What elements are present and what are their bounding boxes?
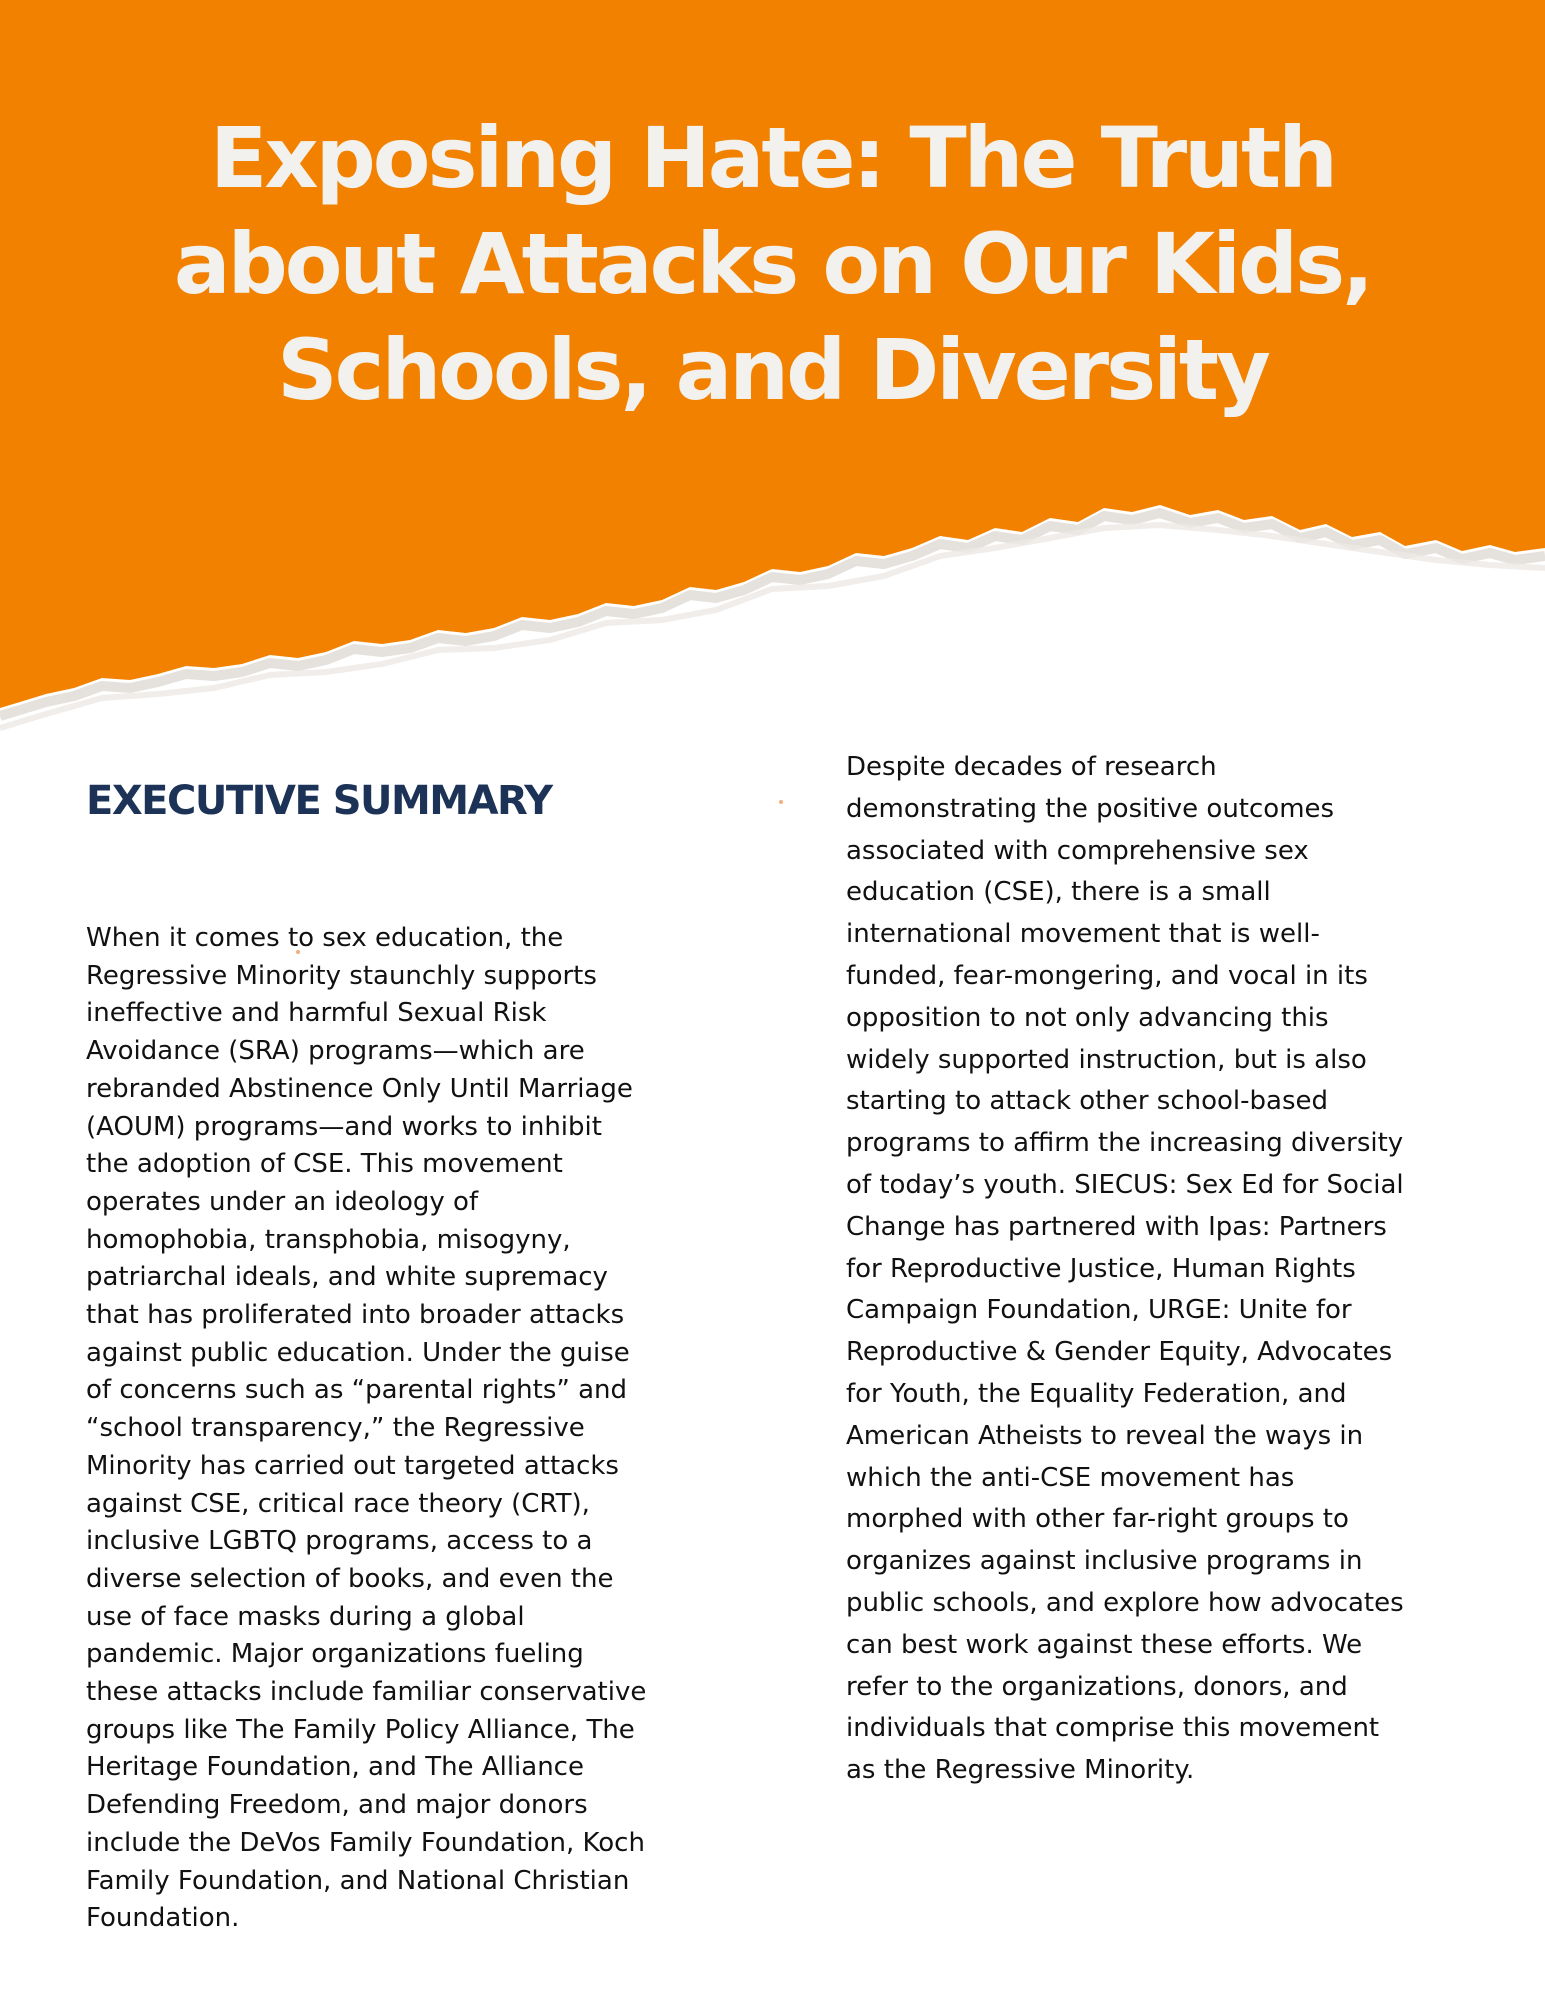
text-line: rebranded Abstinence Only Until Marriage bbox=[86, 1073, 633, 1104]
text-line: operates under an ideology of bbox=[86, 1186, 479, 1217]
text-line: as the Regressive Minority. bbox=[846, 1755, 1195, 1786]
text-line: the adoption of CSE. This movement bbox=[86, 1149, 563, 1180]
text-line: that has proliferated into broader attacks bbox=[86, 1300, 625, 1331]
text-line: Family Foundation, and National Christian bbox=[86, 1865, 630, 1896]
text-line: for Reproductive Justice, Human Rights bbox=[846, 1253, 1356, 1284]
title-line: about Attacks on Our Kids, bbox=[173, 215, 1372, 313]
text-line: can best work against these efforts. We bbox=[846, 1629, 1363, 1660]
decorative-speck bbox=[779, 800, 783, 804]
text-line: When it comes to sex education, the bbox=[86, 923, 564, 953]
text-line: Reproductive & Gender Equity, Advocates bbox=[846, 1337, 1393, 1368]
summary-right-column bbox=[846, 747, 1466, 1792]
text-line: these attacks include familiar conservative bbox=[86, 1677, 647, 1708]
text-line: Campaign Foundation, URGE: Unite for bbox=[846, 1295, 1352, 1326]
text-line: pandemic. Major organizations fueling bbox=[86, 1639, 584, 1670]
text-line: widely supported instruction, but is also bbox=[846, 1044, 1367, 1075]
text-line: individuals that comprise this movement bbox=[846, 1713, 1380, 1744]
text-line: patriarchal ideals, and white supremacy bbox=[86, 1262, 608, 1293]
text-line: inclusive LGBTQ programs, access to a bbox=[86, 1526, 593, 1557]
text-line: Despite decades of research bbox=[846, 752, 1217, 782]
text-line: American Atheists to reveal the ways in bbox=[846, 1420, 1364, 1451]
text-line: (AOUM) programs—and works to inhibit bbox=[86, 1111, 602, 1142]
text-line: organizes against inclusive programs in bbox=[846, 1546, 1363, 1577]
text-line: Heritage Foundation, and The Alliance bbox=[86, 1752, 584, 1783]
text-line: international movement that is well- bbox=[846, 919, 1320, 950]
page-title bbox=[0, 105, 1545, 423]
text-line: opposition to not only advancing this bbox=[846, 1002, 1329, 1033]
text-line: associated with comprehensive sex bbox=[846, 835, 1309, 866]
text-line: demonstrating the positive outcomes bbox=[846, 793, 1335, 824]
text-line: morphed with other far-right groups to bbox=[846, 1504, 1349, 1535]
section-heading: EXECUTIVE SUMMARY bbox=[86, 778, 552, 824]
text-line: ineffective and harmful Sexual Risk bbox=[86, 998, 547, 1029]
header-banner bbox=[0, 0, 1545, 760]
text-line: Change has partnered with Ipas: Partners bbox=[846, 1211, 1387, 1242]
text-line: homophobia, transphobia, misogyny, bbox=[86, 1224, 571, 1255]
text-line: use of face masks during a global bbox=[86, 1601, 525, 1632]
text-line: Defending Freedom, and major donors bbox=[86, 1790, 588, 1821]
text-line: education (CSE), there is a small bbox=[846, 877, 1271, 908]
text-line: funded, fear-mongering, and vocal in its bbox=[846, 960, 1368, 991]
text-line: of today’s youth. SIECUS: Sex Ed for Social bbox=[846, 1169, 1404, 1200]
text-line: groups like The Family Policy Alliance, The bbox=[86, 1714, 635, 1745]
text-line: Avoidance (SRA) programs—which are bbox=[86, 1036, 585, 1067]
text-line: against CSE, critical race theory (CRT), bbox=[86, 1488, 590, 1519]
text-line: Regressive Minority staunchly supports bbox=[86, 960, 597, 991]
text-line: public schools, and explore how advocates bbox=[846, 1587, 1404, 1618]
text-line: which the anti-CSE movement has bbox=[846, 1462, 1295, 1493]
title-line: Exposing Hate: The Truth bbox=[210, 109, 1335, 207]
text-line: of concerns such as “parental rights” and bbox=[86, 1375, 628, 1406]
text-line: starting to attack other school-based bbox=[846, 1086, 1329, 1117]
summary-left-column bbox=[86, 920, 711, 1938]
text-line: “school transparency,” the Regressive bbox=[86, 1413, 585, 1444]
text-line: against public education. Under the guise bbox=[86, 1337, 630, 1368]
text-line: programs to affirm the increasing diversity bbox=[846, 1128, 1404, 1159]
title-line: Schools, and Diversity bbox=[277, 321, 1268, 419]
text-line: diverse selection of books, and even the bbox=[86, 1563, 614, 1594]
text-line: Minority has carried out targeted attacks bbox=[86, 1450, 619, 1481]
text-line: refer to the organizations, donors, and bbox=[846, 1671, 1348, 1702]
text-line: Foundation. bbox=[86, 1903, 240, 1934]
text-line: for Youth, the Equality Federation, and bbox=[846, 1378, 1347, 1409]
text-line: include the DeVos Family Foundation, Koch bbox=[86, 1827, 645, 1858]
